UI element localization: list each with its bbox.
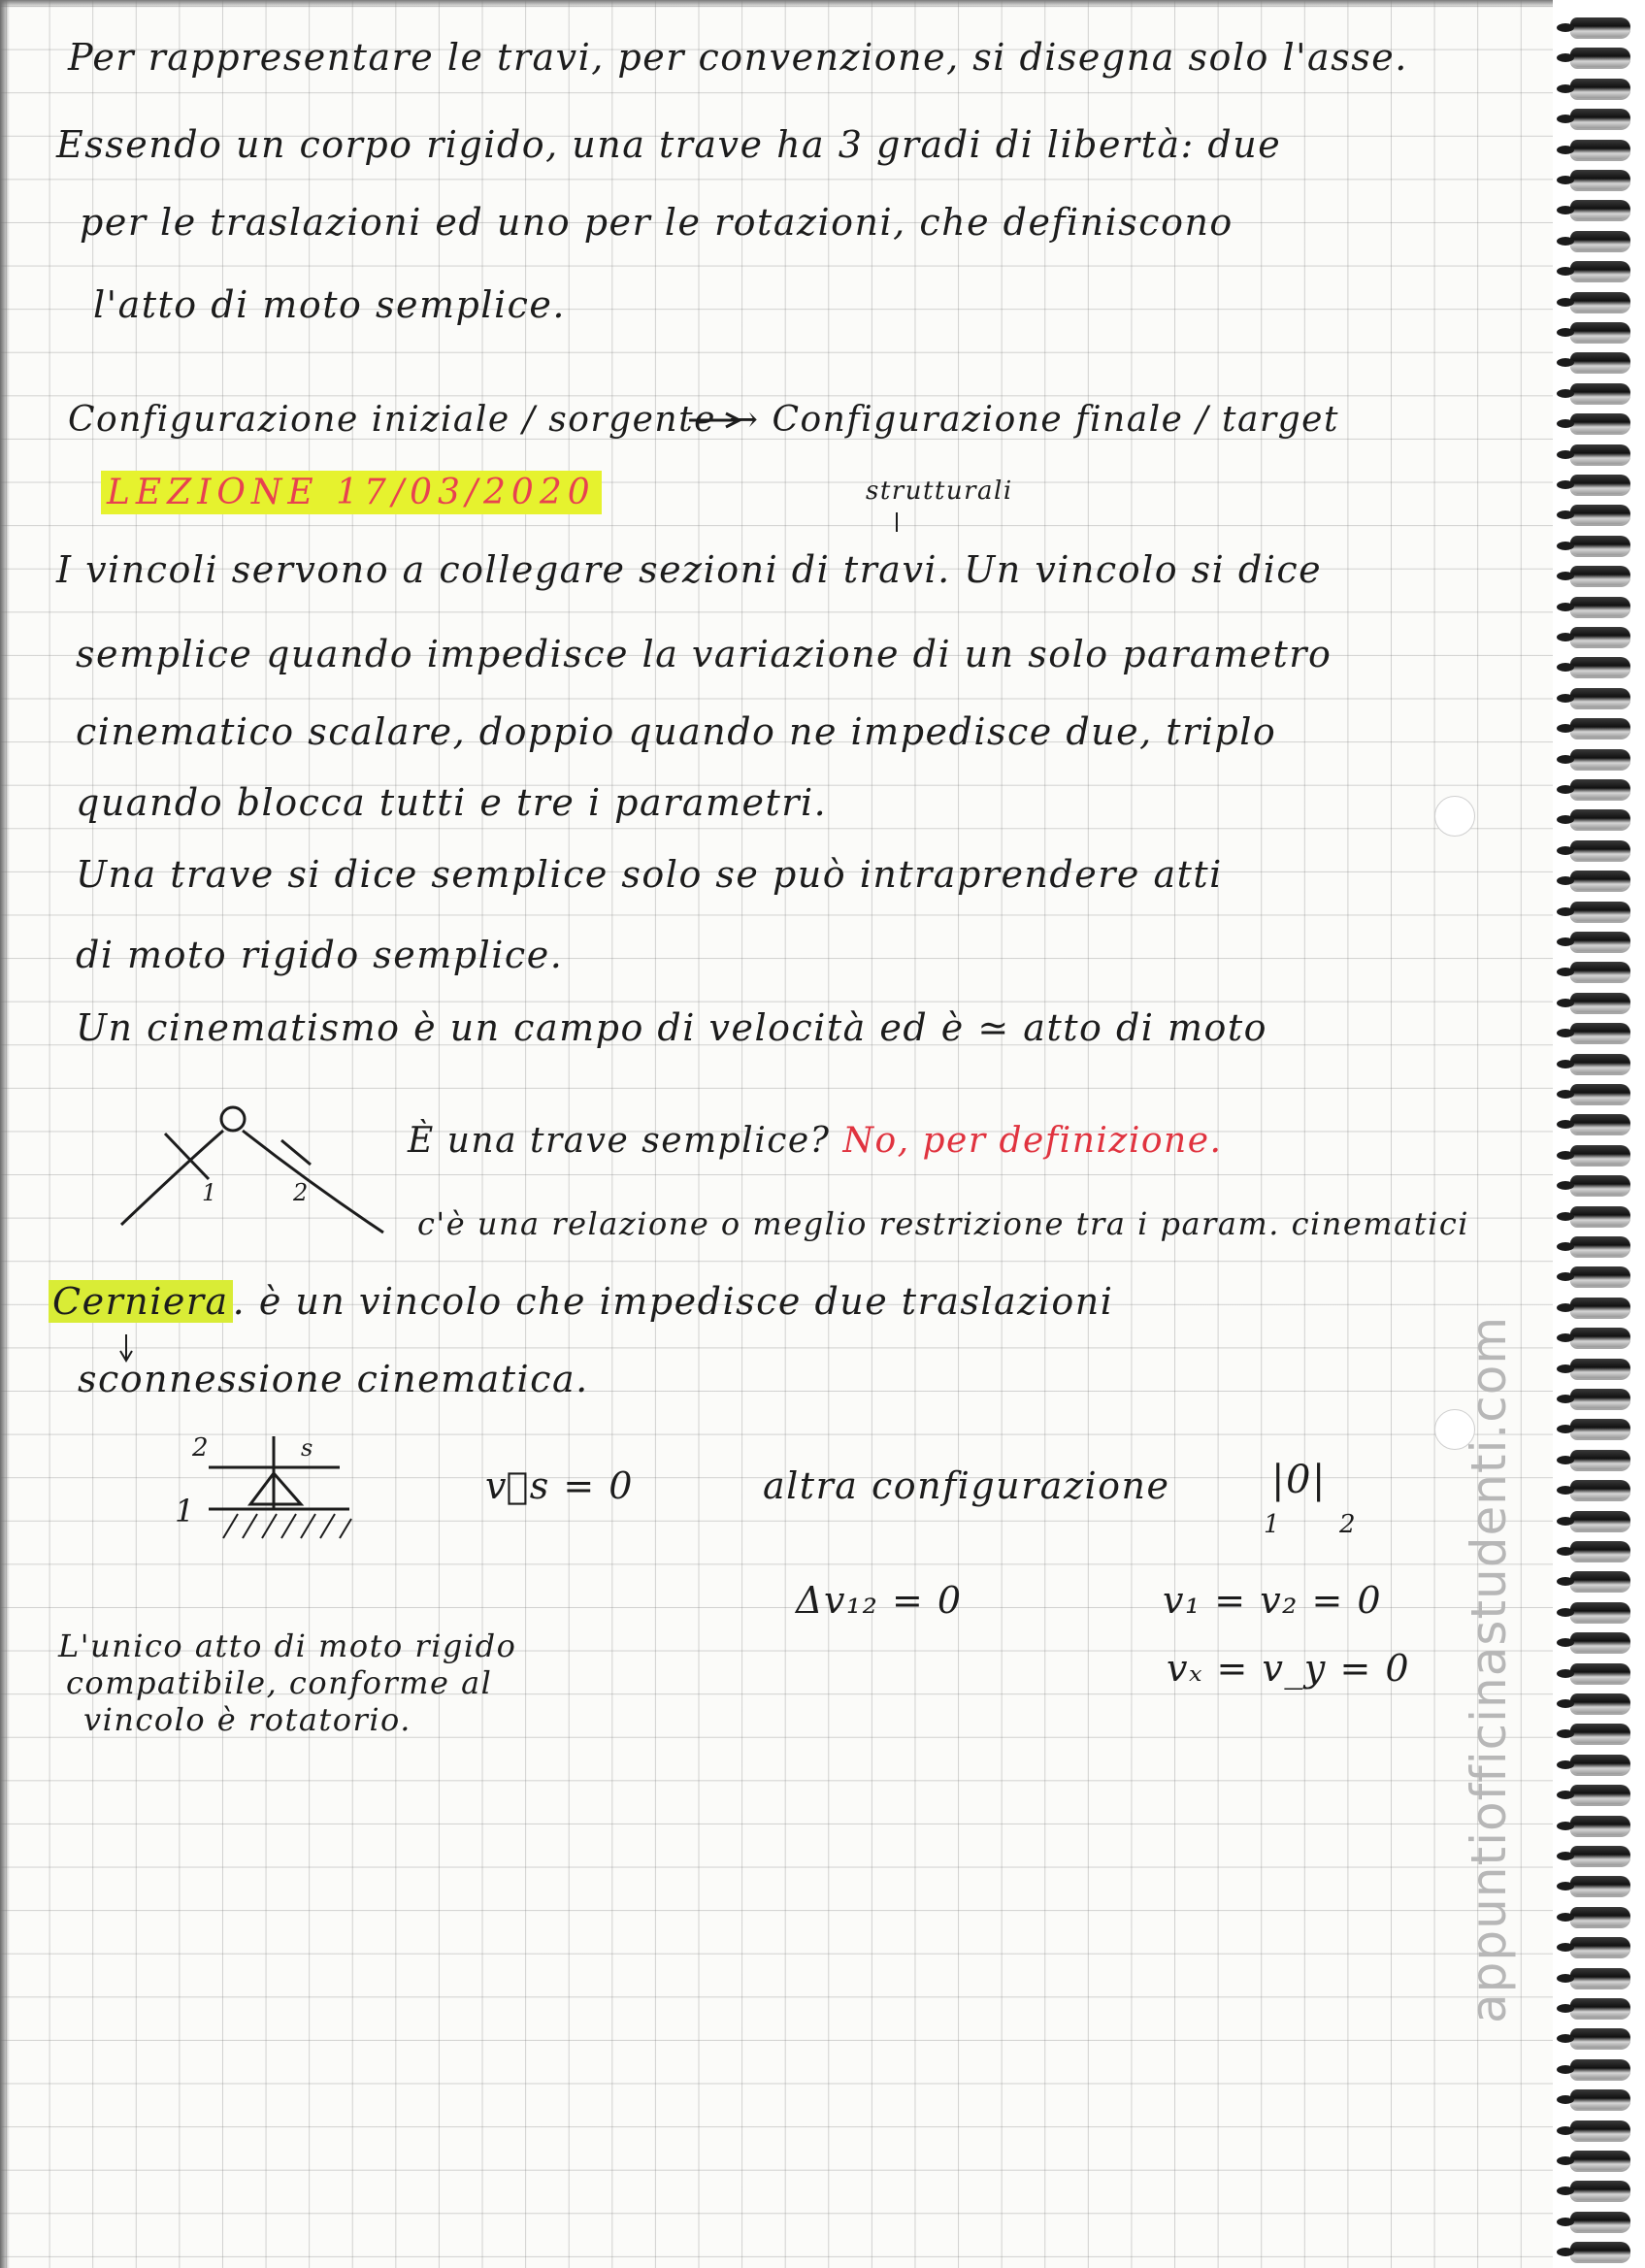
spiral-coil [1570, 413, 1630, 433]
spiral-coil [1570, 1602, 1630, 1622]
beam-1-stroke [165, 1134, 209, 1179]
spiral-coil [1570, 1511, 1630, 1530]
spiral-coil [1570, 200, 1630, 219]
spiral-coil [1570, 779, 1630, 799]
vincoli-line-7: Un cinematismo è un campo di velocità ed è ≃ atto di moto [76, 1006, 1268, 1049]
conclusion-line-1: L'unico atto di moto rigido [58, 1627, 517, 1664]
spiral-coil [1570, 1907, 1630, 1926]
spiral-coil [1570, 1785, 1630, 1804]
spiral-coil [1570, 1968, 1630, 1988]
vx-vy-equation: vₓ = v_y = 0 [1167, 1647, 1411, 1690]
intro-line-1: Per rappresentare le travi, per convenzione, si disegna solo l'asse. [68, 36, 1408, 79]
spiral-coil [1570, 383, 1630, 403]
spiral-coil [1570, 1054, 1630, 1073]
vincoli-line-6: di moto rigido semplice. [76, 934, 564, 976]
cerniera-definition: . è un vincolo che impedisce due traslazioni [232, 1280, 1114, 1323]
spiral-coil [1570, 1328, 1630, 1347]
spiral-coil [1570, 2151, 1630, 2170]
spiral-coil [1570, 505, 1630, 524]
spiral-coil [1570, 1663, 1630, 1683]
cerniera-highlight: Cerniera [49, 1280, 233, 1323]
strutturali-note: strutturali [866, 477, 1013, 506]
relation-note: c'è una relazione o meglio restrizione tra i param. cinematici [417, 1205, 1469, 1242]
spiral-coil [1570, 1206, 1630, 1226]
configuration-line: Configurazione iniziale / sorgente → Configurazione finale / target [68, 400, 1339, 440]
conclusion-line-2: compatibile, conforme al [66, 1664, 493, 1701]
spiral-coil [1570, 1541, 1630, 1561]
spiral-coil [1570, 1693, 1630, 1713]
spiral-coil [1570, 1755, 1630, 1774]
conclusion-line-3: vincolo è rotatorio. [83, 1701, 411, 1738]
hinge-circle [221, 1107, 245, 1131]
question-text: È una trave semplice? [408, 1121, 831, 1161]
cerniera-arrow [120, 1334, 132, 1361]
spiral-coil [1570, 352, 1630, 372]
spiral-coil [1570, 657, 1630, 676]
beam-2-line [243, 1131, 383, 1233]
punch-hole-1 [1434, 796, 1475, 837]
spiral-coil [1570, 749, 1630, 769]
spiral-coil [1570, 718, 1630, 738]
spiral-coil [1570, 1389, 1630, 1408]
vincoli-line-1: I vincoli servono a collegare sezioni di travi. Un vincolo si dice [56, 548, 1323, 591]
spiral-coil [1570, 1236, 1630, 1256]
hinge-ground-hatch [223, 1514, 351, 1538]
spiral-coil [1570, 1419, 1630, 1438]
hinge-support-sketch [209, 1436, 351, 1538]
spiral-coil [1570, 1876, 1630, 1895]
beam-2-label: 2 [293, 1179, 309, 1206]
spiral-coil [1570, 109, 1630, 128]
delta-v12: Δv₁₂ = 0 [796, 1579, 963, 1622]
spiral-coil [1570, 840, 1630, 860]
spiral-coil [1570, 1114, 1630, 1134]
spiral-coil [1570, 536, 1630, 555]
spiral-coil [1570, 1571, 1630, 1591]
intro-line-4: l'atto di moto semplice. [93, 283, 566, 326]
spiral-coil [1570, 444, 1630, 464]
answer-text: No, per definizione. [842, 1121, 1223, 1161]
watermark: appuntiofficinastudenti.com [1461, 1315, 1517, 2023]
spiral-coil [1570, 566, 1630, 585]
spiral-coil [1570, 597, 1630, 616]
spiral-coil [1570, 1450, 1630, 1469]
vincoli-line-5: Una trave si dice semplice solo se può intraprendere atti [76, 853, 1223, 896]
spiral-coil [1570, 932, 1630, 951]
config-label-2: 2 [1339, 1510, 1358, 1539]
spiral-coil [1570, 48, 1630, 67]
config-arrow [689, 413, 740, 427]
spiral-coil [1570, 1175, 1630, 1195]
spiral-coil [1570, 170, 1630, 189]
spiral-coil [1570, 2059, 1630, 2079]
vincoli-line-4: quando blocca tutti e tre i parametri. [76, 781, 828, 824]
hinge-label-s: s [301, 1434, 313, 1462]
lesson-date-label: LEZIONE 17/03/2020 [101, 476, 602, 510]
intro-line-2: Essendo un corpo rigido, una trave ha 3 gradi di libertà: due [56, 123, 1282, 166]
spiral-coil [1570, 688, 1630, 707]
hinge-label-2: 2 [192, 1433, 209, 1463]
spiral-coil [1570, 871, 1630, 890]
beam-2-stroke [281, 1140, 311, 1165]
beam-1-label: 1 [202, 1179, 217, 1206]
spiral-coil [1570, 627, 1630, 646]
spiral-coil [1570, 2089, 1630, 2109]
intro-line-3: per le traslazioni ed uno per le rotazioni, che definiscono [80, 201, 1234, 244]
vincoli-line-3: cinematico scalare, doppio quando ne impedisce due, triplo [76, 710, 1277, 753]
two-beam-sketch [121, 1107, 383, 1233]
spiral-coil [1570, 292, 1630, 312]
spiral-coil [1570, 140, 1630, 159]
spiral-coil [1570, 79, 1630, 98]
spiral-coil [1570, 1846, 1630, 1865]
spiral-coil [1570, 322, 1630, 342]
spiral-coil [1570, 1480, 1630, 1499]
spiral-coil [1570, 261, 1630, 280]
spiral-coil [1570, 17, 1630, 37]
spiral-coil [1570, 231, 1630, 250]
hinge-label-1: 1 [175, 1493, 195, 1529]
spiral-coil [1570, 1937, 1630, 1956]
spiral-coil [1570, 2181, 1630, 2200]
vincoli-line-2: semplice quando impedisce la variazione di un solo parametro [76, 633, 1332, 675]
spiral-coil [1570, 2242, 1630, 2261]
spiral-coil [1570, 2028, 1630, 2048]
altra-configurazione: altra configurazione [763, 1464, 1170, 1507]
spiral-coil [1570, 902, 1630, 921]
spiral-coil [1570, 1023, 1630, 1042]
spiral-coil [1570, 1359, 1630, 1378]
spiral-coil [1570, 1298, 1630, 1317]
spiral-coil [1570, 1266, 1630, 1286]
spiral-coil [1570, 2120, 1630, 2140]
spiral-coil [1570, 1816, 1630, 1835]
spiral-coil [1570, 809, 1630, 829]
config-mid-symbol: |0| [1271, 1458, 1327, 1502]
spiral-coil [1570, 962, 1630, 981]
spiral-coil [1570, 475, 1630, 494]
spiral-coil [1570, 1724, 1630, 1743]
spiral-binding [1553, 0, 1645, 2268]
config-label-1: 1 [1264, 1510, 1282, 1539]
formula-v-zero: v⃗s = 0 [485, 1464, 634, 1507]
spiral-coil [1570, 1084, 1630, 1103]
hinge-triangle [250, 1473, 301, 1504]
spiral-coil [1570, 2212, 1630, 2231]
sconnessione-line: sconnessione cinematica. [78, 1358, 589, 1400]
spiral-coil [1570, 993, 1630, 1012]
spiral-coil [1570, 1998, 1630, 2018]
spiral-coil [1570, 1145, 1630, 1165]
spiral-coil [1570, 1632, 1630, 1652]
v1-v2-equation: v₁ = v₂ = 0 [1163, 1579, 1383, 1622]
